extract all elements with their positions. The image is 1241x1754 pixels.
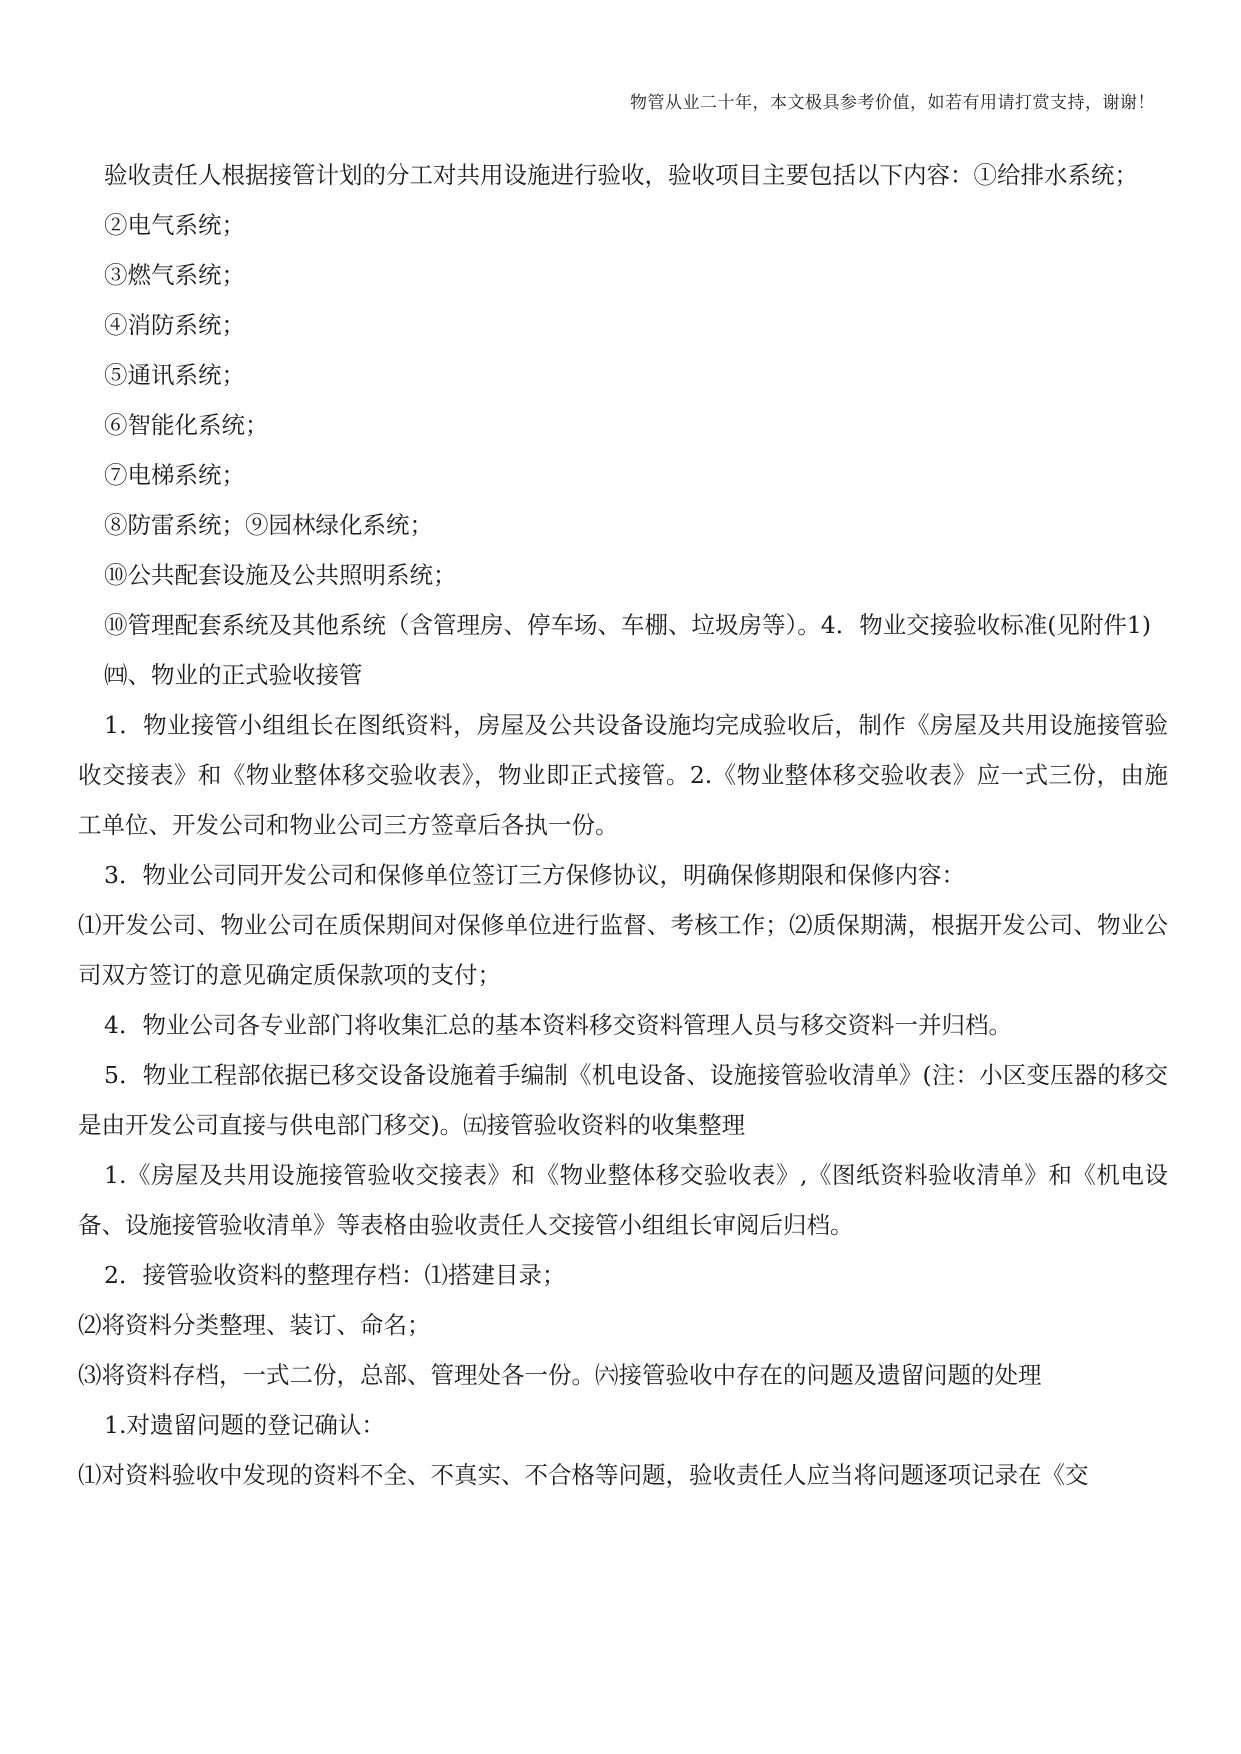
paragraph: ⑤通讯系统； (104, 361, 245, 389)
paragraph: ⑧防雷系统；⑨园林绿化系统； (104, 511, 433, 539)
paragraph: 2．接管验收资料的整理存档：⑴搭建目录； (104, 1261, 566, 1289)
paragraph: ⑩公共配套设施及公共照明系统； (104, 561, 457, 589)
section-heading: ㈣、物业的正式验收接管 (104, 661, 363, 689)
paragraph: 3．物业公司同开发公司和保修单位签订三方保修协议，明确保修期限和保修内容： (104, 861, 965, 889)
paragraph: ⑶将资料存档，一式二份，总部、管理处各一份。㈥接管验收中存在的问题及遗留问题的处理 (78, 1361, 1042, 1389)
paragraph: ④消防系统； (104, 311, 245, 339)
paragraph: 4．物业公司各专业部门将收集汇总的基本资料移交资料管理人员与移交资料一并归档。 (104, 1011, 1012, 1039)
paragraph: ③燃气系统； (104, 261, 245, 289)
paragraph: ⑴对资料验收中发现的资料不全、不真实、不合格等问题，验收责任人应当将问题逐项记录在《交 (78, 1461, 1089, 1489)
paragraph: ⑥智能化系统； (104, 411, 269, 439)
paragraph: ⑴开发公司、物业公司在质保期间对保修单位进行监督、考核工作；⑵质保期满，根据开发公司、物业公司双方签订的意见确定质保款项的支付； (78, 911, 1168, 989)
paragraph: 5．物业工程部依据已移交设备设施着手编制《机电设备、设施接管验收清单》(注：小区变压器的移交是由开发公司直接与供电部门移交)。㈤接管验收资料的收集整理 (78, 1061, 1168, 1139)
paragraph: 1.《房屋及共用设施接管验收交接表》和《物业整体移交验收表》,《图纸资料验收清单》和《机电设备、设施接管验收清单》等表格由验收责任人交接管小组组长审阅后归档。 (78, 1161, 1168, 1239)
paragraph: 1.对遗留问题的登记确认： (104, 1411, 385, 1439)
paragraph: ⑵将资料分类整理、装订、命名； (78, 1311, 431, 1339)
document-body (78, 150, 1168, 1500)
paragraph: ⑦电梯系统； (104, 461, 245, 489)
paragraph: ⑩管理配套系统及其他系统（含管理房、停车场、车棚、垃圾房等）。4．物业交接验收标准(见附件1) (104, 611, 1151, 639)
paragraph: 验收责任人根据接管计划的分工对共用设施进行验收，验收项目主要包括以下内容：①给排水系统； (104, 161, 1138, 189)
paragraph: ②电气系统； (104, 211, 245, 239)
paragraph: 1．物业接管小组组长在图纸资料，房屋及公共设备设施均完成验收后，制作《房屋及共用设施接管验收交接表》和《物业整体移交验收表》，物业即正式接管。2.《物业整体移交验收表》应一式三份，由施工单位、开发公司和物业公司三方签章后各执一份。 (78, 711, 1168, 839)
page-header-note: 物管从业二十年，本文极具参考价值，如若有用请打赏支持，谢谢！ (630, 93, 1155, 113)
